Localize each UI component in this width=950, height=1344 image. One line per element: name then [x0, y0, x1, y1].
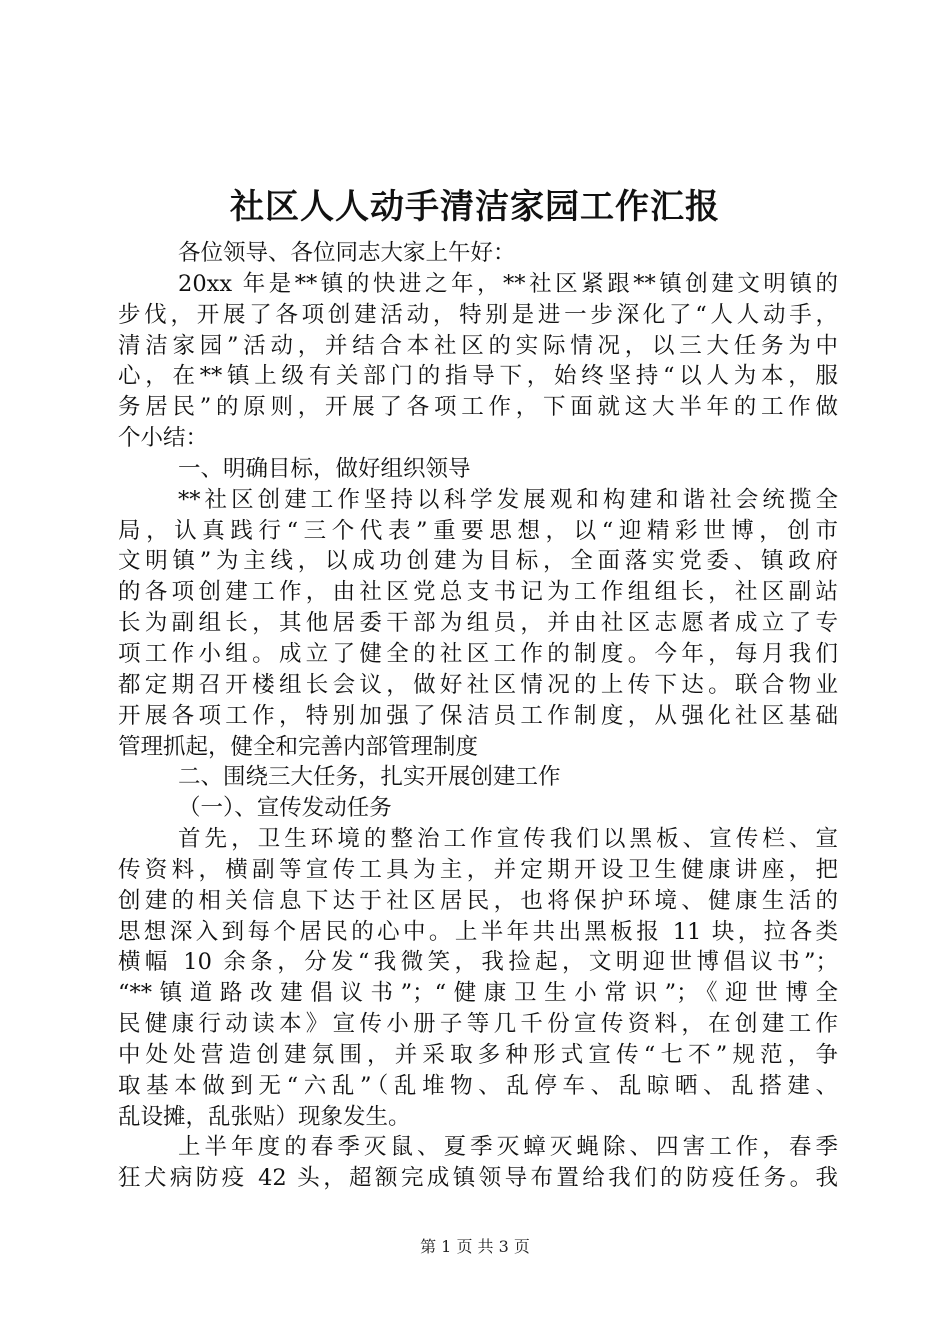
text-line: 清洁家园”活动，并结合本社区的实际情况，以三大任务为中 [118, 332, 838, 359]
text-line: 文明镇”为主线，以成功创建为目标，全面落实党委、镇政府 [118, 548, 838, 575]
text-line: 首先，卫生环境的整治工作宣传我们以黑板、宣传栏、宣 [178, 826, 838, 853]
text-line: 横幅 10 余条，分发“我微笑，我捡起，文明迎世博倡议书”； [118, 949, 838, 976]
text-line: （一）、宣传发动任务 [178, 795, 392, 822]
page-footer: 第 1 页 共 3 页 [420, 1237, 530, 1256]
text-line: 创建的相关信息下达于社区居民，也将保护环境、健康生活的 [118, 887, 838, 914]
text-line: 二、围绕三大任务，扎实开展创建工作 [178, 764, 561, 791]
text-line: 上半年度的春季灭鼠、夏季灭蟑灭蝇除、四害工作，春季 [178, 1134, 838, 1161]
text-line: 都定期召开楼组长会议，做好社区情况的上传下达。联合物业 [118, 671, 838, 698]
document-title: 社区人人动手清洁家园工作汇报 [230, 187, 720, 227]
text-line: 务居民”的原则，开展了各项工作，下面就这大半年的工作做 [118, 394, 838, 421]
text-line: 民健康行动读本》宣传小册子等几千份宣传资料，在创建工作 [118, 1011, 838, 1038]
text-line: 长为副组长，其他居委干部为组员，并由社区志愿者成立了专 [118, 610, 838, 637]
text-line: 20xx 年是**镇的快进之年，**社区紧跟**镇创建文明镇的 [178, 270, 838, 297]
document-body [118, 238, 838, 1194]
text-line: 中处处营造创建氛围，并采取多种形式宣传“七不”规范，争 [118, 1041, 838, 1068]
text-line: 的各项创建工作，由社区党总支书记为工作组组长，社区副站 [118, 579, 838, 606]
text-line: 乱设摊，乱张贴）现象发生。 [118, 1103, 411, 1130]
text-line: 各位领导、各位同志大家上午好： [178, 240, 516, 266]
text-line: 思想深入到每个居民的心中。上半年共出黑板报 11 块，拉各类 [118, 918, 838, 945]
text-line: 狂犬病防疫 42 头，超额完成镇领导布置给我们的防疫任务。我 [118, 1165, 838, 1192]
text-line: 管理抓起，健全和完善内部管理制度 [118, 733, 479, 760]
text-line: “**镇道路改建倡议书”；“健康卫生小常识”；《迎世博全 [118, 980, 838, 1007]
text-line: **社区创建工作坚持以科学发展观和构建和谐社会统揽全 [178, 486, 838, 513]
text-line: 一、明确目标，做好组织领导 [178, 455, 471, 482]
text-line: 项工作小组。成立了健全的社区工作的制度。今年，每月我们 [118, 640, 838, 667]
text-line: 局，认真践行“三个代表”重要思想，以“迎精彩世博，创市 [118, 517, 838, 544]
text-line: 传资料，横副等宣传工具为主，并定期开设卫生健康讲座，把 [118, 856, 838, 883]
text-line: 步伐，开展了各项创建活动，特别是进一步深化了“人人动手， [118, 301, 838, 328]
text-line: 个小结： [118, 425, 209, 452]
text-line: 开展各项工作，特别加强了保洁员工作制度，从强化社区基础 [118, 702, 838, 729]
text-line: 心，在**镇上级有关部门的指导下，始终坚持“以人为本，服 [118, 363, 838, 390]
text-line: 取基本做到无“六乱”（乱堆物、乱停车、乱晾晒、乱搭建、 [118, 1072, 838, 1099]
